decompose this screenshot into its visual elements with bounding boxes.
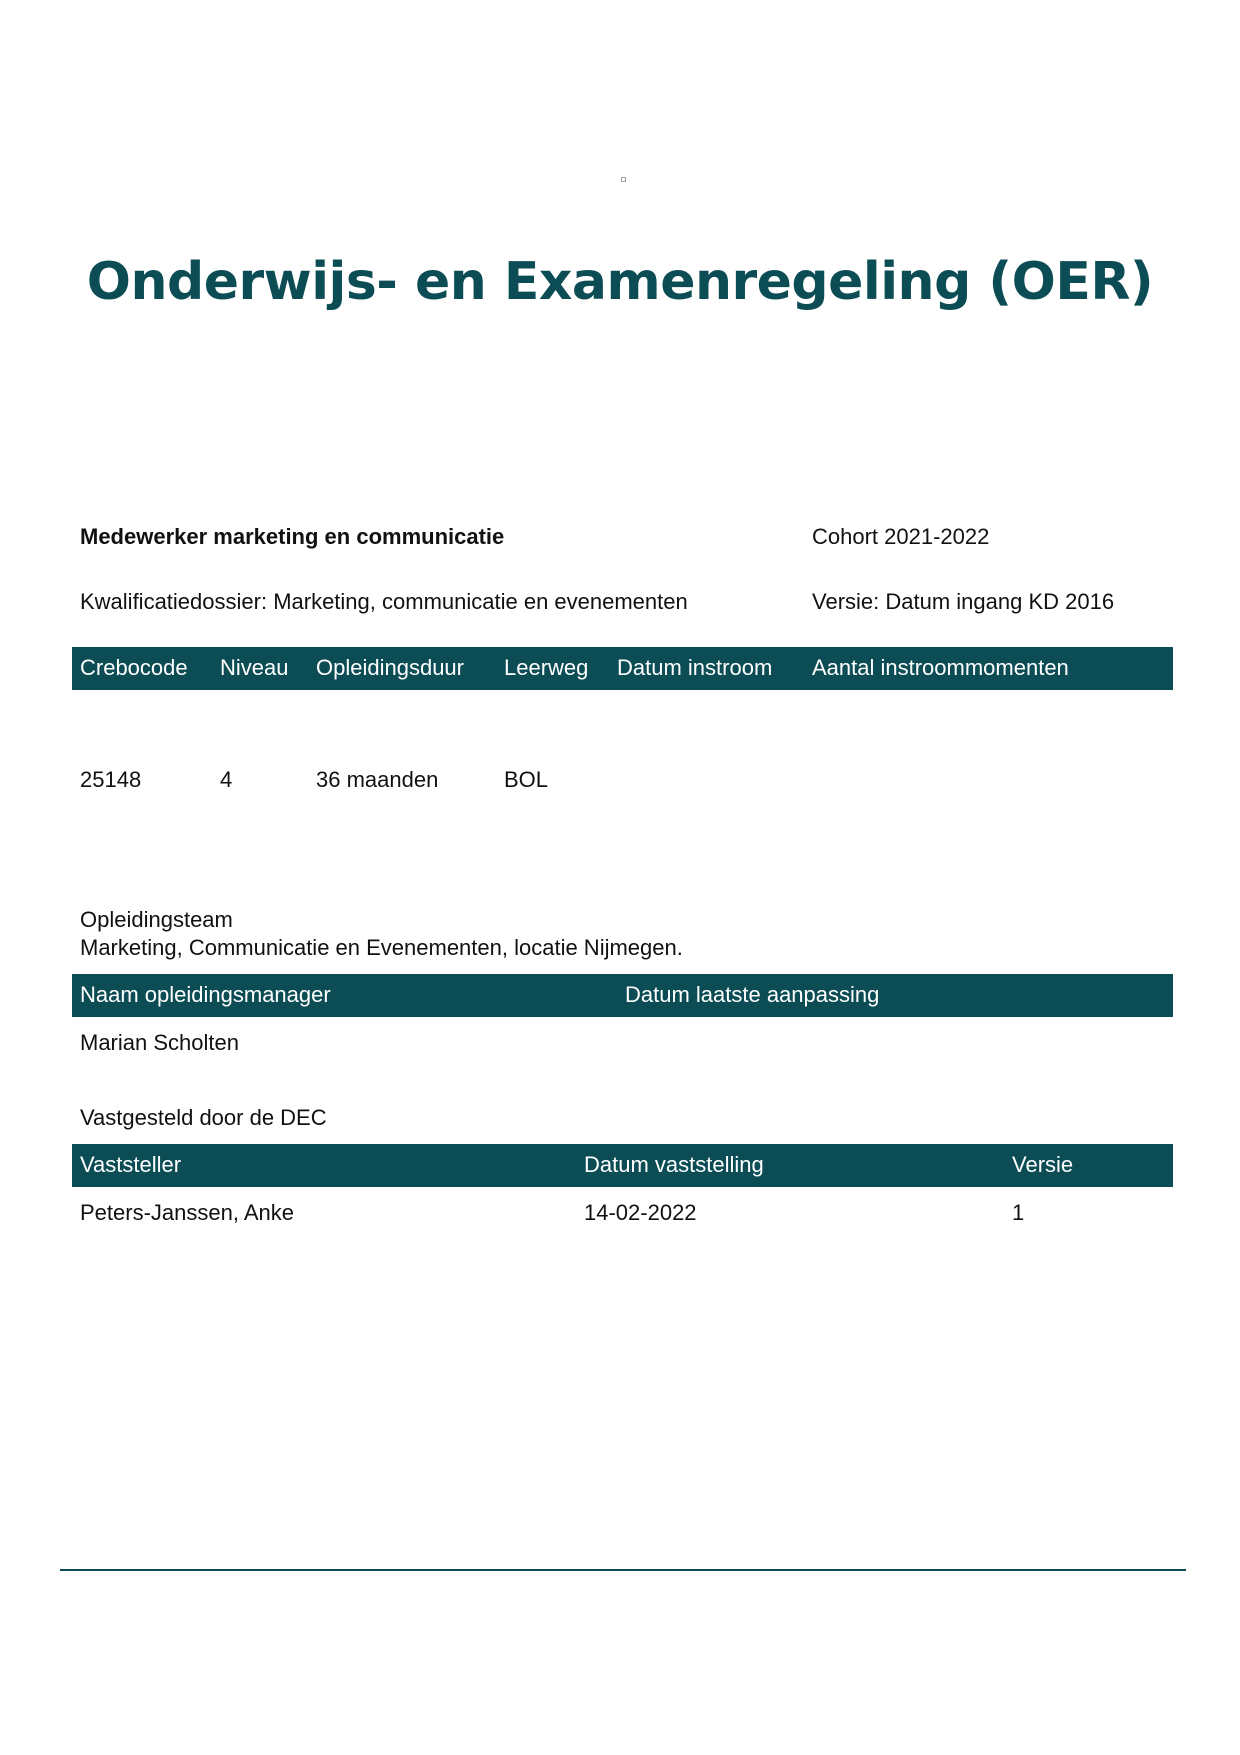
header-leerweg: Leerweg — [504, 655, 589, 680]
table3-header — [72, 1144, 1173, 1187]
table1-cell-leerweg: BOL — [504, 767, 549, 792]
cohort: Cohort 2021-2022 — [812, 524, 990, 549]
table3-cell-vaststeller: Peters-Janssen, Anke — [80, 1200, 295, 1225]
document-title: Onderwijs- en Examenregeling (OER) — [86, 252, 1154, 312]
header-aantal-instroommomenten: Aantal instroommomenten — [812, 655, 1069, 680]
versie: Versie: Datum ingang KD 2016 — [812, 589, 1115, 614]
placeholder-square-icon — [621, 177, 626, 182]
table2-header — [72, 974, 1173, 1017]
header-niveau: Niveau — [220, 655, 289, 680]
footer-divider — [60, 1569, 1186, 1571]
table1-cell-opleidingsduur: 36 maanden — [316, 767, 439, 792]
header-datum-vaststelling: Datum vaststelling — [584, 1152, 764, 1177]
team-label: Opleidingsteam — [80, 907, 233, 932]
table3-cell-datum: 14-02-2022 — [584, 1200, 697, 1225]
table1-header — [72, 647, 1173, 690]
kwalificatiedossier: Kwalificatiedossier: Marketing, communicatie en evenementen — [80, 589, 688, 614]
program-name: Medewerker marketing en communicatie — [80, 524, 505, 549]
header-datum-instroom: Datum instroom — [617, 655, 773, 680]
table1-cell-niveau: 4 — [220, 767, 233, 792]
table2-cell-manager: Marian Scholten — [80, 1030, 239, 1055]
table1-cell-crebocode: 25148 — [80, 767, 142, 792]
team-value: Marketing, Communicatie en Evenementen, locatie Nijmegen. — [80, 935, 683, 960]
header-datum-laatste-aanpassing: Datum laatste aanpassing — [625, 982, 880, 1007]
header-vaststeller: Vaststeller — [80, 1152, 182, 1177]
header-crebocode: Crebocode — [80, 655, 188, 680]
table3-cell-versie: 1 — [1012, 1200, 1025, 1225]
header-versie: Versie — [1012, 1152, 1074, 1177]
dec-label: Vastgesteld door de DEC — [80, 1105, 327, 1130]
header-opleidingsduur: Opleidingsduur — [316, 655, 464, 680]
header-naam-opleidingsmanager: Naam opleidingsmanager — [80, 982, 331, 1007]
